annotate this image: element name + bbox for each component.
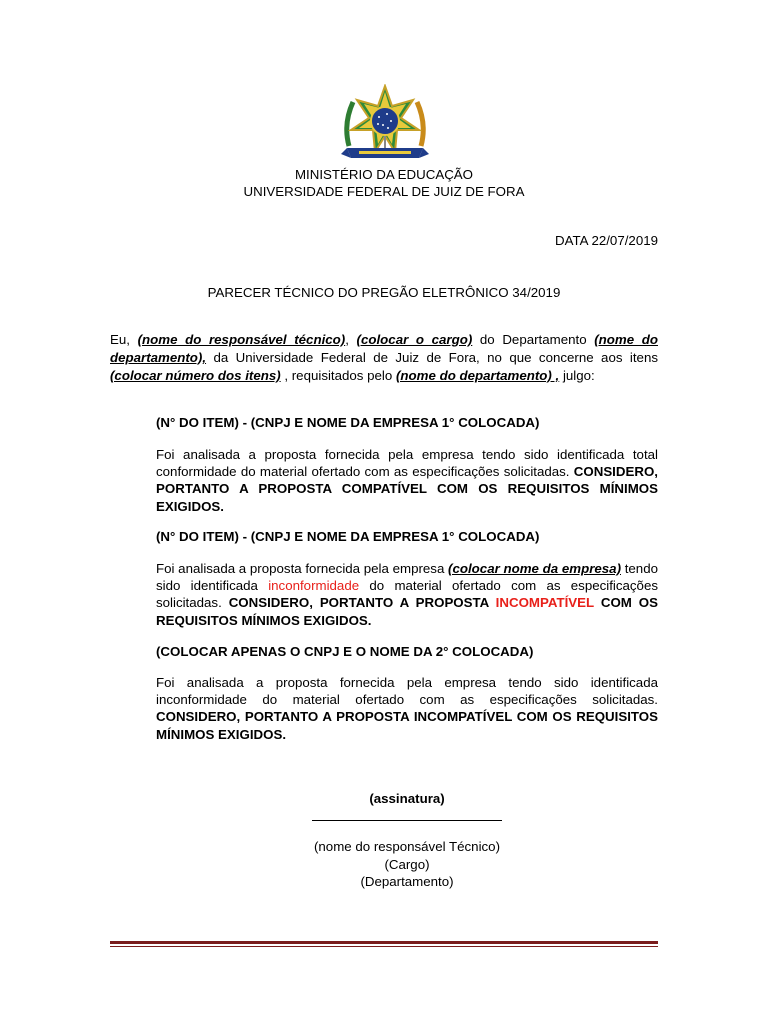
item1-body: Foi analisada a proposta fornecida pela empresa tendo sido identificada total conformidade do material ofertado com as especificações solicitadas. CONSIDERO, PORTANTO A PROPOSTA COMPATÍVEL COM OS REQUISITOS MÍNIMOS EXIGIDOS. [156, 447, 658, 514]
university-title: UNIVERSIDADE FEDERAL DE JUIZ DE FORA [243, 184, 525, 199]
coat-of-arms-emblem [339, 84, 431, 164]
item2-heading: (N° DO ITEM) - (CNPJ E NOME DA EMPRESA 1° COLOCADA) [156, 529, 540, 544]
document-title: PARECER TÉCNICO DO PREGÃO ELETRÔNICO 34/2019 [207, 285, 561, 300]
signature-label: (assinatura) [369, 791, 445, 806]
footer-rule [110, 941, 658, 944]
field-responsible-name: (nome do responsável técnico) [137, 332, 346, 347]
field-company-name: (colocar nome da empresa) [448, 561, 621, 576]
signature-line [312, 820, 502, 821]
item1-heading: (N° DO ITEM) - (CNPJ E NOME DA EMPRESA 1° COLOCADA) [156, 415, 540, 430]
field-item-numbers: (colocar número dos itens) [110, 368, 281, 383]
field-requesting-department: (nome do departamento) , [395, 368, 560, 383]
item2-body: Foi analisada a proposta fornecida pela empresa (colocar nome da empresa) tendo sido identificada inconformidade do material ofertado com as especificações solicitadas. CONSIDERO, PORTANTO A PROPOSTA INCOMPATÍVEL COM OS REQUISITOS MÍNIMOS EXIGIDOS. [156, 561, 658, 628]
nonconformity-highlight: inconformidade [268, 578, 360, 594]
signatory-department: (Departamento) [360, 874, 454, 889]
intro-paragraph: Eu, (nome do responsável técnico), (colocar o cargo) do Departamento (nome do departamento), da Universidade Federal de Juiz de Fora, no que concerne aos itens (colocar número dos itens) , requisitados pelo (nome do departamento) , julgo: [110, 332, 658, 383]
ministry-title: MINISTÉRIO DA EDUCAÇÃO [294, 167, 474, 182]
field-position: (colocar o cargo) [356, 332, 473, 347]
field-department: (nome do departamento), [110, 332, 658, 365]
item3-heading: (COLOCAR APENAS O CNPJ E O NOME DA 2° COLOCADA) [156, 644, 534, 659]
document-date: DATA 22/07/2019 [555, 233, 658, 248]
footer-rule-thin [110, 946, 658, 947]
incompatible-highlight: INCOMPATÍVEL [495, 595, 594, 611]
signatory-role: (Cargo) [384, 857, 430, 872]
item3-body: Foi analisada a proposta fornecida pela empresa tendo sido identificada inconformidade do material ofertado com as especificações solicitadas. CONSIDERO, PORTANTO A PROPOSTA INCOMPATÍVEL COM OS REQUISITOS MÍNIMOS EXIGIDOS. [156, 675, 658, 742]
signatory-name: (nome do responsável Técnico) [313, 839, 500, 854]
